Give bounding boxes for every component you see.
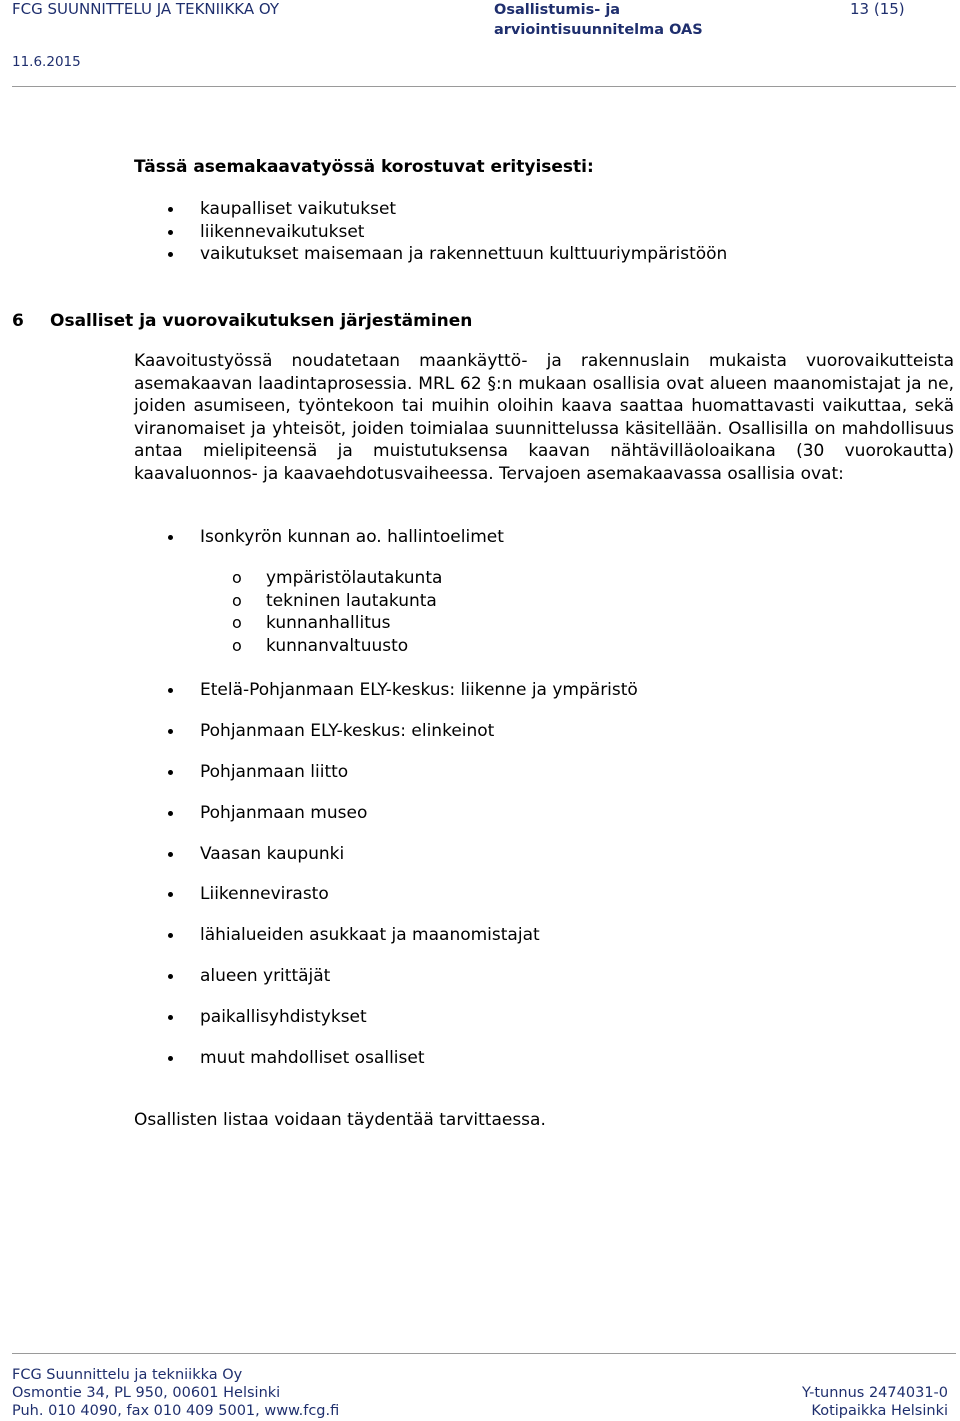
list-item: Etelä-Pohjanmaan ELY-keskus: liikenne ja ympäristö xyxy=(134,679,638,701)
section-number: 6 xyxy=(12,311,24,331)
list-item: kaupalliset vaikutukset xyxy=(134,198,727,221)
list-item: paikallisyhdistykset xyxy=(134,1006,638,1028)
list-item: Pohjanmaan ELY-keskus: elinkeinot xyxy=(134,720,638,742)
section-paragraph: Kaavoitustyössä noudatetaan maankäyttö- ja rakennuslain mukaista vuorovaikutteista asemakaavan laadintaprosessia. MRL 62 §:n mukaan osallisia ovat alueen maanomistajat ja ne, joiden asumiseen, työntekoon tai muihin oloihin kaava saattaa huomattavasti vaikuttaa, sekä viranomaiset ja yhteisöt, joiden toimialaa suunnittelussa käsitellään. Osallisilla on mahdollisuus antaa mielipiteensä ja muistutuksensa kaavan nähtävilläoloaikana (30 vuorokautta) kaavaluonnos- ja kaavaehdotusvaiheessa. Tervajoen asemakaavassa osallisia ovat: xyxy=(134,351,954,484)
footer-business-id: Y-tunnus 2474031-0 xyxy=(801,1385,948,1401)
page-header xyxy=(0,0,960,90)
list-item: Vaasan kaupunki xyxy=(134,843,638,865)
list-item: Isonkyrön kunnan ao. hallintoelimet xyxy=(134,526,504,548)
footer-divider xyxy=(12,1353,956,1354)
stakeholder-list xyxy=(134,679,638,1088)
header-doc-title-line2: arviointisuunnitelma OAS xyxy=(494,22,703,38)
list-item: Pohjanmaan liitto xyxy=(134,761,638,783)
intro-heading: Tässä asemakaavatyössä korostuvat erityisesti: xyxy=(134,157,594,177)
sub-list-item: o ympäristölautakunta xyxy=(200,567,442,590)
footer-domicile: Kotipaikka Helsinki xyxy=(811,1403,948,1419)
page-number: 13 (15) xyxy=(850,0,905,18)
footer-address: Osmontie 34, PL 950, 00601 Helsinki xyxy=(12,1385,281,1401)
stakeholder-sublist xyxy=(200,567,442,657)
list-item: vaikutukset maisemaan ja rakennettuun kulttuuriympäristöön xyxy=(134,243,727,266)
list-item: Pohjanmaan museo xyxy=(134,802,638,824)
sub-list-item: o kunnanvaltuusto xyxy=(200,635,442,658)
section-title: Osalliset ja vuorovaikutuksen järjestäminen xyxy=(50,311,473,331)
header-divider xyxy=(12,86,956,87)
list-item: Liikennevirasto xyxy=(134,883,638,905)
closing-text: Osallisten listaa voidaan täydentää tarvittaessa. xyxy=(134,1110,546,1130)
sub-list-item: o tekninen lautakunta xyxy=(200,590,442,613)
intro-list xyxy=(134,198,727,266)
list-item: muut mahdolliset osalliset xyxy=(134,1047,638,1069)
footer-contact: Puh. 010 4090, fax 010 409 5001, www.fcg.fi xyxy=(12,1403,340,1419)
header-doc-title-line1: Osallistumis- ja xyxy=(494,2,621,18)
list-item: lähialueiden asukkaat ja maanomistajat xyxy=(134,924,638,946)
list-item: alueen yrittäjät xyxy=(134,965,638,987)
header-company: FCG SUUNNITTELU JA TEKNIIKKA OY xyxy=(12,0,280,18)
header-date: 11.6.2015 xyxy=(12,54,81,70)
stakeholder-list-first xyxy=(134,526,504,567)
footer-company: FCG Suunnittelu ja tekniikka Oy xyxy=(12,1367,243,1383)
header-doc-title xyxy=(494,0,703,40)
list-item: liikennevaikutukset xyxy=(134,221,727,244)
sub-list-item: o kunnanhallitus xyxy=(200,612,442,635)
